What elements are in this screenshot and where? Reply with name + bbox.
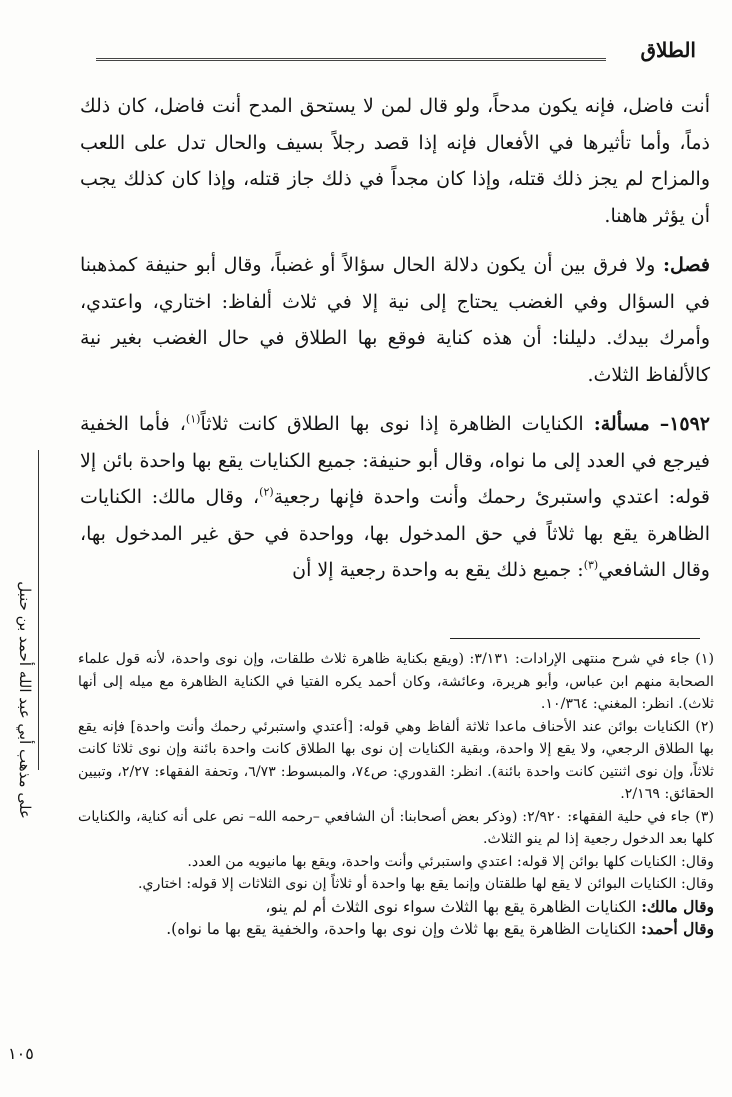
issue-text: الكنايات الظاهرة إذا نوى بها الطلاق كانت ثلاثاً (200, 413, 594, 435)
issue-text: ، فأما الخفية فيرجع في العدد إلى ما نواه، وقال أبو حنيفة: جميع الكنايات يقع بها واحدة بائن إلا قوله: اعتدي واستبرئ رحمك وأنت واحدة فإنها رجعية (80, 413, 710, 508)
footnote-text: الكنايات الظاهرة يقع بها ثلاث وإن نوى بها واحدة، والخفية يقع بها ما نواه). (166, 920, 642, 938)
footnote-label: وقال أحمد: (641, 919, 714, 938)
footnote-rule (450, 638, 700, 639)
fasl-label: فصل: (663, 254, 710, 276)
issue-paragraph (80, 406, 710, 589)
footnotes (78, 648, 714, 941)
main-text (80, 88, 710, 589)
issue-text: ، وقال مالك: الكنايات الظاهرة يقع بها ثلاثاً في حق المدخول بها، وواحدة في حق غير المدخول بها، وقال الشافعي (80, 486, 710, 581)
footnote-line (78, 918, 714, 941)
footnote-line: وقال: الكنايات البوائن لا يقع لها طلقتان وإنما يقع بها واحدة أو ثلاثاً إن نوى الثلاثات إلا قوله: اختاري. (138, 876, 714, 892)
footnote-text: الكنايات الظاهرة يقع بها الثلاث سواء نوى الثلاث أم لم ينو، (265, 897, 642, 916)
paragraph-text: أنت فاضل، فإنه يكون مدحاً، ولو قال لمن لا يستحق المدح أنت فاضل، كان ذلك ذماً، وأما تأثيرها في الأفعال فإنه إذا قصد رجلاً بسيف والحال تدل على اللعب والمزاح لم يجز ذلك قتله، وإذا كان مجداً في ذلك جاز قتله، وإذا كان كذلك يجب أن يؤثر هاهنا. (80, 95, 710, 227)
footnote-line (78, 896, 714, 919)
footnote: (٣) جاء في حلية الفقهاء: ٢/٩٢٠: (وذكر بعض أصحابنا: أن الشافعي –رحمه الله– نص على أنه كناية، والكنايات كلها بعد الدخول رجعية إذا لم ينو الثلاث. (78, 808, 714, 847)
fasl-text: ولا فرق بين أن يكون دلالة الحال سؤالاً أو غضباً، وقال أبو حنيفة كمذهبنا في السؤال وفي الغضب يحتاج إلى نية إلا في ثلاث ألفاظ: اختاري، واعتدي، وأمرك بيدك. دليلنا: أن هذه كناية فوقع بها الطلاق في حال الغضب بغير نية كالألفاظ الثلاث. (80, 254, 710, 386)
footnote: (١) جاء في شرح منتهى الإرادات: ٣/١٣١: (ويقع بكناية ظاهرة ثلاث طلقات، وإن نوى واحدة، لأنه قول علماء الصحابة منهم ابن عباس، وأبو هريرة، وعائشة، وكان أحمد يكره الفتيا في الكناية الظاهرة مع ميله إلى أنها ثلاث). انظر: المغني: ١٠/٣٦٤. (78, 651, 714, 712)
running-head (96, 32, 706, 72)
running-title: الطلاق (640, 38, 696, 62)
footnote-ref[interactable]: (٣) (583, 558, 599, 572)
footnote-label: وقال مالك: (641, 896, 714, 916)
spine-margin (2, 450, 39, 819)
paragraph (80, 88, 710, 234)
issue-label: مسألة: (593, 413, 650, 435)
footnote-line: وقال: الكنايات كلها بوائن إلا قوله: اعتدي واستبرئي وأنت واحدة، ويقع بها مانيويه من العدد. (187, 853, 714, 870)
header-rule (96, 58, 606, 61)
page-number: ١٠٥ (8, 1044, 34, 1063)
issue-number: ١٥٩٢– (659, 413, 711, 435)
spine-title: على مذهب أبي عبد الله أحمد بن حنبل (16, 581, 34, 819)
footnote: (٢) الكنايات بوائن عند الأحناف ماعدا ثلاثة ألفاظ وهي قوله: [أعتدي واستبرئي رحمك وأنت واحدة] فإنه يقع بها الطلاق الرجعي، ولا يقع إلا واحدة، وبقية الكنايات إن نوى بها الطلاق كانت واحدة بائنة وإن نوى ثلاثا كانت ثلاثاً، وإن نوى اثنتين كانت واحدة بائنة). انظر: القدوري: ص٧٤، والمبسوط: ٦/٧٣، وتحفة الفقهاء: ٢/٢٧، وتبيين الحقائق: ٢/١٦٩. (78, 718, 714, 802)
footnote-ref[interactable]: (١) (185, 412, 201, 426)
footnote-ref[interactable]: (٢) (259, 485, 274, 499)
issue-text: : جميع ذلك يقع به واحدة رجعية إلا أن (292, 559, 584, 581)
fasl-paragraph (80, 247, 710, 393)
